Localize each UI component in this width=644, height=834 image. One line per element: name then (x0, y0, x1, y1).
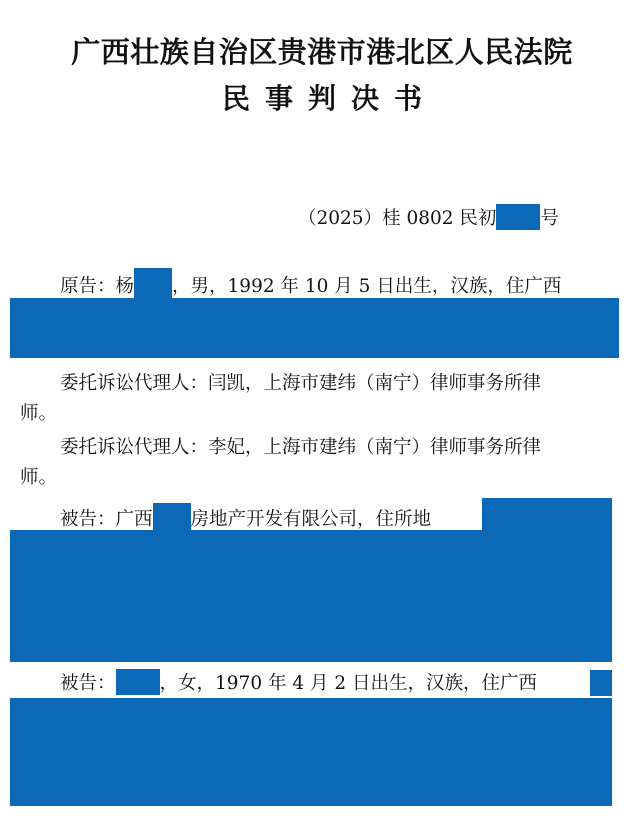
redaction-defendant-2-name (116, 669, 160, 695)
case-number (298, 204, 559, 231)
redaction-defendant-2-address-start (590, 670, 612, 696)
redaction-plaintiff-address (10, 298, 619, 358)
agent-1-line-1: 委托诉讼代理人：闫凯，上海市建纬（南宁）律师事务所律 (60, 373, 542, 394)
agent-1-line-2: 师。 (20, 403, 58, 424)
plaintiff-line (20, 268, 561, 299)
defendant-1-details: 房地产开发有限公司，住所地 (190, 509, 432, 530)
defendant-1-label: 被告： (60, 509, 116, 530)
defendant-2-line (20, 669, 537, 696)
agent-2-line-1: 委托诉讼代理人：李妃，上海市建纬（南宁）律师事务所律 (60, 437, 542, 458)
redaction-defendant-2-address (10, 698, 612, 806)
court-title: 广西壮族自治区贵港市港北区人民法院 (71, 35, 573, 69)
case-number-suffix: 号 (540, 208, 559, 229)
plaintiff-name: 杨 (115, 276, 135, 297)
redaction-defendant-1-name (153, 503, 191, 531)
redaction-plaintiff-name (134, 268, 172, 298)
defendant-2-details: ，女，1970 年 4 月 2 日出生，汉族，住广西 (159, 673, 538, 694)
redaction-defendant-1-address-start (482, 498, 612, 532)
plaintiff-details: ，男，1992 年 10 月 5 日出生，汉族，住广西 (172, 276, 562, 297)
agent-2-line-2: 师。 (20, 467, 58, 488)
document-title: 民事判决书 (221, 82, 437, 115)
redaction-defendant-1-address (10, 530, 612, 662)
defendant-1-line (20, 503, 431, 532)
defendant-1-prefix: 广西 (115, 509, 153, 530)
redaction-case-number (496, 204, 540, 230)
defendant-2-label: 被告： (60, 673, 116, 694)
case-number-prefix: （2025）桂 0802 民初 (298, 208, 497, 229)
plaintiff-label: 原告： (60, 276, 116, 297)
